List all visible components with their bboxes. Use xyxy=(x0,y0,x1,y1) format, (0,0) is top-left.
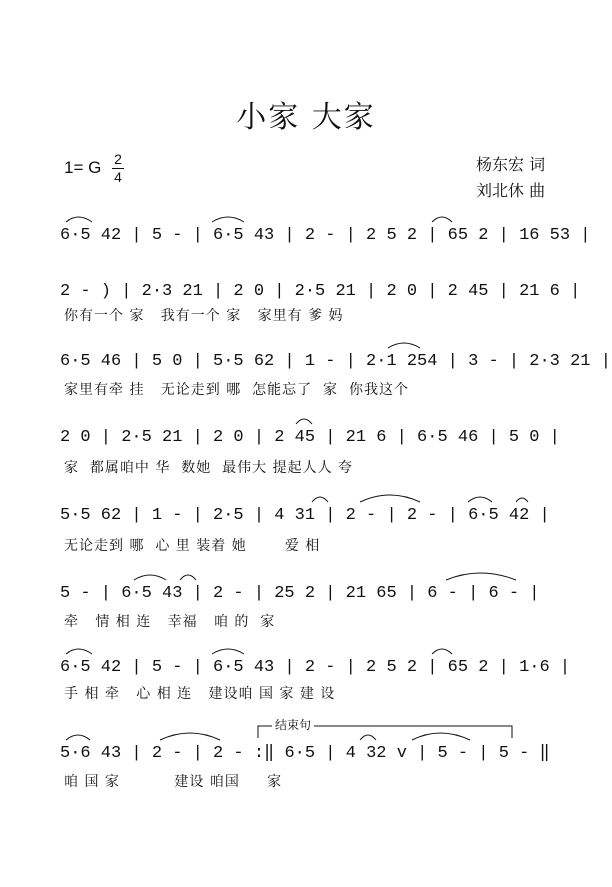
slur-marks xyxy=(60,488,560,504)
lyrics-line: 咱 国 家 建设 咱国 家 xyxy=(64,774,283,790)
slur-marks xyxy=(60,726,560,742)
lyrics-line: 手 相 牵 心 相 连 建设咱 国 家 建 设 xyxy=(64,686,336,702)
slur-marks xyxy=(60,566,560,582)
lyrics-line: 家 都属咱中 华 数她 最伟大 提起人人 夸 xyxy=(64,460,354,476)
notes-line: 6·5 42 | 5 - | 6·5 43 | 2 - | 2 5 2 | 65 2 | 1·6 | xyxy=(60,658,571,677)
notes-line: 5 - | 6·5 43 | 2 - | 25 2 | 21 65 | 6 - | 6 - | xyxy=(60,584,540,603)
song-title: 小家 大家 xyxy=(236,100,376,135)
composer-credit: 刘北休 曲 xyxy=(476,181,546,200)
notes-line: 6·5 46 | 5 0 | 5·5 62 | 1 - | 2·1 254 | 3 - | 2·3 21 | xyxy=(60,352,611,371)
lyrics-line: 家里有牵 挂 无论走到 哪 怎能忘了 家 你我这个 xyxy=(64,382,409,398)
slur-marks xyxy=(60,410,560,426)
lyrics-line: 无论走到 哪 心 里 装着 她 爱 相 xyxy=(64,538,321,554)
time-signature-bottom: 4 xyxy=(114,169,122,185)
notes-line: 5·5 62 | 1 - | 2·5 | 4 31 | 2 - | 2 - | 6·5 42 | xyxy=(60,506,550,525)
lyricist-credit: 杨东宏 词 xyxy=(476,155,546,174)
notes-line: 6·5 42 | 5 - | 6·5 43 | 2 - | 2 5 2 | 65 2 | 16 53 | xyxy=(60,226,591,245)
time-signature xyxy=(112,152,124,185)
slur-marks xyxy=(60,208,560,224)
notes-line: 2 0 | 2·5 21 | 2 0 | 2 45 | 21 6 | 6·5 46 | 5 0 | xyxy=(60,428,560,447)
ending-label: 结束句 xyxy=(272,716,314,733)
slur-marks xyxy=(60,640,560,656)
lyrics-line: 你有一个 家 我有一个 家 家里有 爹 妈 xyxy=(64,308,344,324)
key-signature: 1= G xyxy=(64,158,102,177)
time-signature-top: 2 xyxy=(114,151,122,167)
slur-marks xyxy=(60,334,560,350)
notes-line: 5·6 43 | 2 - | 2 - :‖ 6·5 | 4 32 v | 5 - | 5 - ‖ xyxy=(60,744,550,763)
lyrics-line: 牵 情 相 连 幸福 咱 的 家 xyxy=(64,614,276,630)
notes-line: 2 - ) | 2·3 21 | 2 0 | 2·5 21 | 2 0 | 2 45 | 21 6 | xyxy=(60,282,581,301)
